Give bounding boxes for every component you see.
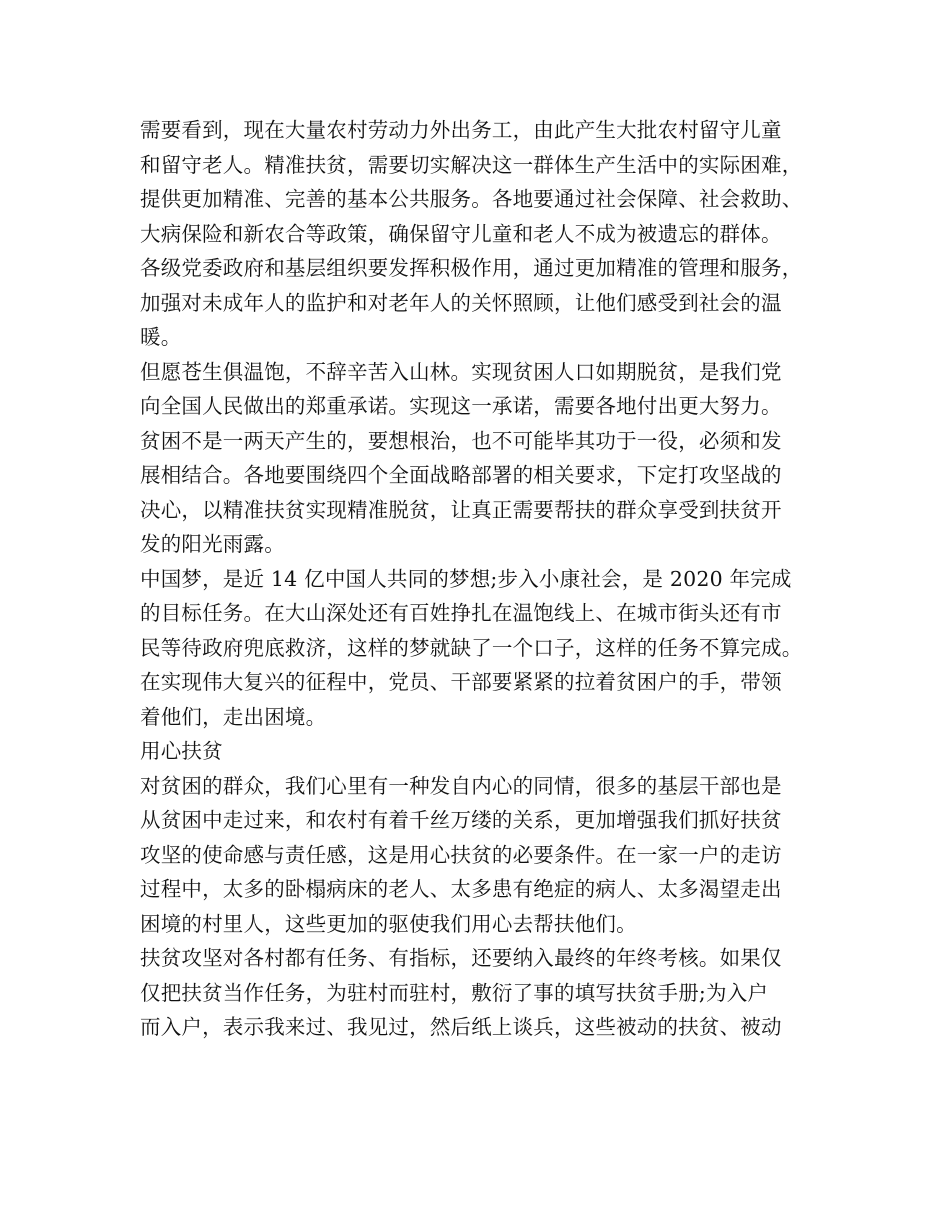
text-line: 需要看到，现在大量农村劳动力外出务工，由此产生大批农村留守儿童 [140, 118, 782, 142]
text-line: 仅把扶贫当作任务，为驻村而驻村，敷衍了事的填写扶贫手册;为入户 [140, 980, 769, 1005]
text-line: 决心，以精准扶贫实现精准脱贫，让真正需要帮扶的群众享受到扶贫开 [140, 497, 782, 522]
text-line: 扶贫攻坚对各村都有任务、有指标，还要纳入最终的年终考核。如果仅 [140, 946, 782, 970]
section-heading: 用心扶贫 [140, 739, 223, 763]
text-line: 贫困不是一两天产生的，要想根治，也不可能毕其功于一役，必须和发 [140, 428, 782, 453]
text-line: 从贫困中走过来，和农村有着千丝万缕的关系，更加增强我们抓好扶贫 [140, 808, 782, 832]
text-line: 的目标任务。在大山深处还有百姓挣扎在温饱线上、在城市街头还有市 [140, 601, 782, 625]
text-line: 加强对未成年人的监护和对老年人的关怀照顾，让他们感受到社会的温 [140, 290, 782, 315]
text-line: 攻坚的使命感与责任感，这是用心扶贫的必要条件。在一家一户的走访 [140, 842, 782, 867]
text-line: 向全国人民做出的郑重承诺。实现这一承诺，需要各地付出更大努力。 [140, 394, 782, 418]
text-line: 而入户，表示我来过、我见过，然后纸上谈兵，这些被动的扶贫、被动 [140, 1015, 782, 1039]
text-line: 中国梦，是近 14 亿中国人共同的梦想;步入小康社会，是 2020 年完成 [140, 566, 792, 591]
text-line: 各级党委政府和基层组织要发挥积极作用，通过更加精准的管理和服务， [140, 256, 803, 280]
text-line: 和留守老人。精准扶贫，需要切实解决这一群体生产生活中的实际困难， [140, 152, 803, 177]
text-line: 提供更加精准、完善的基本公共服务。各地要通过社会保障、社会救助、 [140, 187, 803, 211]
text-line: 过程中，太多的卧榻病床的老人、太多患有绝症的病人、太多渴望走出 [140, 877, 782, 901]
text-line: 对贫困的群众，我们心里有一种发自内心的同情，很多的基层干部也是 [140, 773, 782, 798]
text-line: 暖。 [140, 325, 182, 349]
text-line: 在实现伟大复兴的征程中，党员、干部要紧紧的拉着贫困户的手，带领 [140, 670, 782, 694]
body-text [140, 113, 830, 1045]
text-line: 但愿苍生俱温饱，不辞辛苦入山林。实现贫困人口如期脱贫，是我们党 [140, 359, 782, 384]
text-line: 大病保险和新农合等政策，确保留守儿童和老人不成为被遗忘的群体。 [140, 221, 782, 246]
text-line: 着他们，走出困境。 [140, 704, 327, 729]
text-line: 民等待政府兜底救济，这样的梦就缺了一个口子，这样的任务不算完成。 [140, 635, 803, 660]
text-line: 困境的村里人，这些更加的驱使我们用心去帮扶他们。 [140, 911, 637, 936]
text-line: 展相结合。各地要围绕四个全面战略部署的相关要求，下定打攻坚战的 [140, 463, 782, 487]
text-line: 发的阳光雨露。 [140, 532, 285, 556]
